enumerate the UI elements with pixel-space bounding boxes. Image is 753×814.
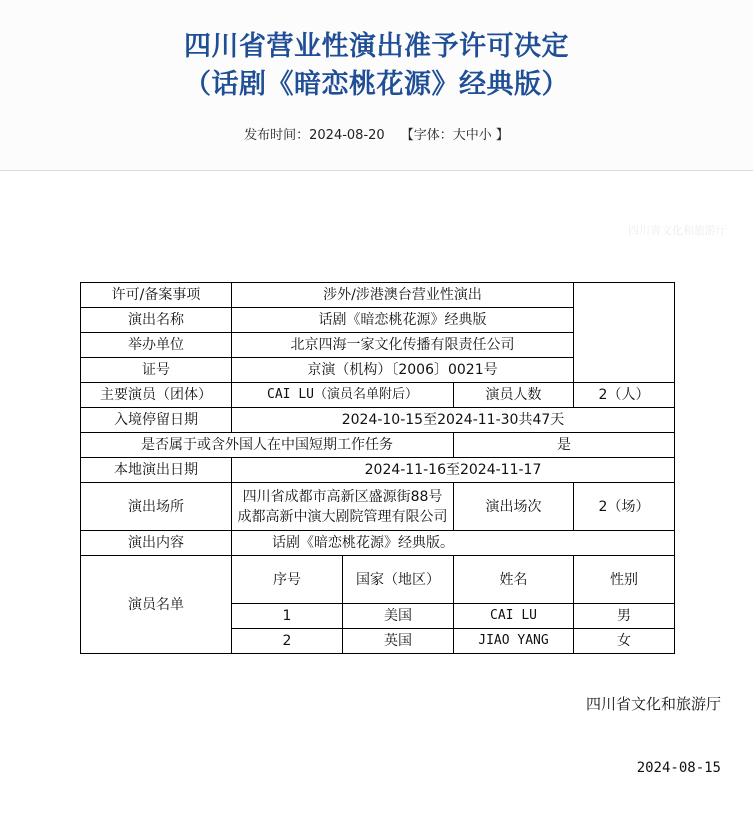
actor-count-value: 2（人） — [574, 383, 675, 408]
issuing-authority: 四川省文化和旅游厅 — [585, 695, 721, 713]
table-row — [81, 283, 675, 308]
document-header — [0, 0, 753, 171]
main-actors-label: 主要演员（团体） — [81, 383, 232, 408]
venue-company: 成都高新中演大剧院管理有限公司 — [237, 508, 448, 525]
show-name-value: 话剧《暗恋桃花源》经典版 — [232, 308, 574, 333]
table-row — [81, 483, 675, 531]
table-row — [81, 408, 675, 433]
venue-value — [232, 483, 454, 531]
roster-label: 演员名单 — [81, 556, 232, 654]
page-title: 四川省营业性演出准予许可决定 — [184, 31, 569, 62]
sessions-value: 2（场） — [574, 483, 675, 531]
roster-name: JIAO YANG — [454, 629, 574, 654]
item-label: 许可/备案事项 — [81, 283, 232, 308]
venue-address: 四川省成都市高新区盛源街88号 — [242, 488, 443, 505]
table-row — [81, 383, 675, 408]
main-actors-value: CAI LU（演员名单附后） — [232, 383, 454, 408]
faint-watermark-text: 四川省文化和旅游厅 — [628, 224, 727, 237]
roster-gender: 男 — [574, 604, 675, 629]
license-value: 京演（机构）〔2006〕0021号 — [232, 358, 574, 383]
roster-header-gender: 性别 — [574, 556, 675, 604]
roster-gender: 女 — [574, 629, 675, 654]
font-size-large-link[interactable]: 大 — [452, 128, 466, 143]
content-value: 话剧《暗恋桃花源》经典版。 — [232, 531, 675, 556]
local-dates-label: 本地演出日期 — [81, 458, 232, 483]
roster-no: 1 — [232, 604, 343, 629]
stay-label: 入境停留日期 — [81, 408, 232, 433]
foreign-work-value: 是 — [454, 433, 675, 458]
empty-cell — [574, 283, 675, 383]
roster-country: 英国 — [343, 629, 454, 654]
table-row — [81, 433, 675, 458]
sessions-label: 演出场次 — [454, 483, 574, 531]
foreign-work-label: 是否属于或含外国人在中国短期工作任务 — [81, 433, 454, 458]
roster-no: 2 — [232, 629, 343, 654]
font-size-close: 】 — [491, 128, 509, 143]
item-value: 涉外/涉港澳台营业性演出 — [232, 283, 574, 308]
license-label: 证号 — [81, 358, 232, 383]
venue-label: 演出场所 — [81, 483, 232, 531]
page-subtitle: （话剧《暗恋桃花源》经典版） — [184, 69, 569, 100]
publish-label: 发布时间： — [244, 128, 310, 143]
table-row — [81, 556, 675, 604]
roster-country: 美国 — [343, 604, 454, 629]
stay-value: 2024-10-15至2024-11-30共47天 — [232, 408, 675, 433]
organizer-label: 举办单位 — [81, 333, 232, 358]
roster-header-name: 姓名 — [454, 556, 574, 604]
table-row — [81, 458, 675, 483]
actor-count-label: 演员人数 — [454, 383, 574, 408]
local-dates-value: 2024-11-16至2024-11-17 — [232, 458, 675, 483]
font-size-label: 【字体： — [400, 128, 453, 143]
publish-meta — [0, 124, 753, 143]
content-label: 演出内容 — [81, 531, 232, 556]
font-size-medium-link[interactable]: 中 — [465, 128, 479, 143]
font-size-small-link[interactable]: 小 — [478, 128, 492, 143]
show-name-label: 演出名称 — [81, 308, 232, 333]
roster-header-country: 国家（地区） — [343, 556, 454, 604]
organizer-value: 北京四海一家文化传播有限责任公司 — [232, 333, 574, 358]
issue-date: 2024-08-15 — [636, 760, 721, 776]
roster-name: CAI LU — [454, 604, 574, 629]
roster-header-no: 序号 — [232, 556, 343, 604]
publish-date: 2024-08-20 — [309, 128, 385, 143]
permit-table — [80, 282, 675, 654]
table-row — [81, 531, 675, 556]
